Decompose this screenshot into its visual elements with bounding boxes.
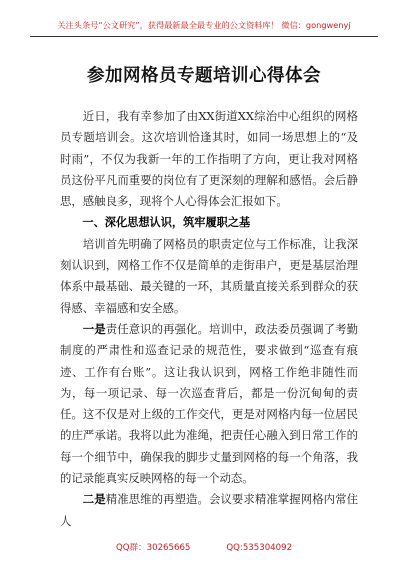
- section-heading: 一、深化思想认识，筑牢履职之基: [82, 216, 251, 230]
- document-body: [60, 106, 358, 532]
- footer-qq-group: QQ群：30265665: [115, 543, 191, 553]
- point-text: 责任意识的再强化。培训中，政法委员强调了考勤制度的严肃性和巡查记录的规范性，要求做到“巡查有痕迹、工作有台账”。这让我认识到，网格工作绝非随性而为，每一项记录、每一次巡查背后，都是一份沉甸甸的责任。这不仅是对上级的工作交代，更是对网格内每一位居民的庄严承诺。我将以此为准绳，把责任心融入到日常工作的每一个细节中，确保我的脚步丈量到网格的每一个角落，我的记录能真实反映网格的每一个动态。: [60, 321, 358, 486]
- point-lead: 一是: [82, 321, 106, 336]
- header-divider: [30, 36, 378, 37]
- point-text: 精准思维的再塑造。会议要求精准掌握网格内常住人: [60, 492, 358, 528]
- intro-paragraph: 近日，我有幸参加了由XX街道XX综治中心组织的网格员专题培训会。这次培训恰逢其时，如同一场思想上的“及时雨”，不仅为我新一年的工作指明了方向，更让我对网格员这份平凡而重要的岗位有了更深刻的理解和感悟。会后静思，感触良多，现将个人心得体会汇报如下。: [60, 109, 358, 209]
- section-paragraph: 培训首先明确了网格员的职责定位与工作标准，让我深刻认识到，网格工作不仅是简单的走街串户，更是基层治理体系中最基础、最关键的一环，其质量直接关系到群众的获得感、幸福感和安全感。: [60, 236, 358, 315]
- footer-contact: [0, 541, 408, 553]
- point-lead: 二是: [82, 492, 106, 507]
- document-title: 参加网格员专题培训心得体会: [87, 66, 321, 86]
- header-banner: 关注头条号“公文研究”，获得最新最全最专业的公文资料库！ 微信：gongwenyj: [57, 20, 351, 30]
- point-paragraph-2: [60, 489, 358, 532]
- footer-qq-number: QQ:535304092: [226, 543, 293, 553]
- point-paragraph-1: [60, 319, 358, 489]
